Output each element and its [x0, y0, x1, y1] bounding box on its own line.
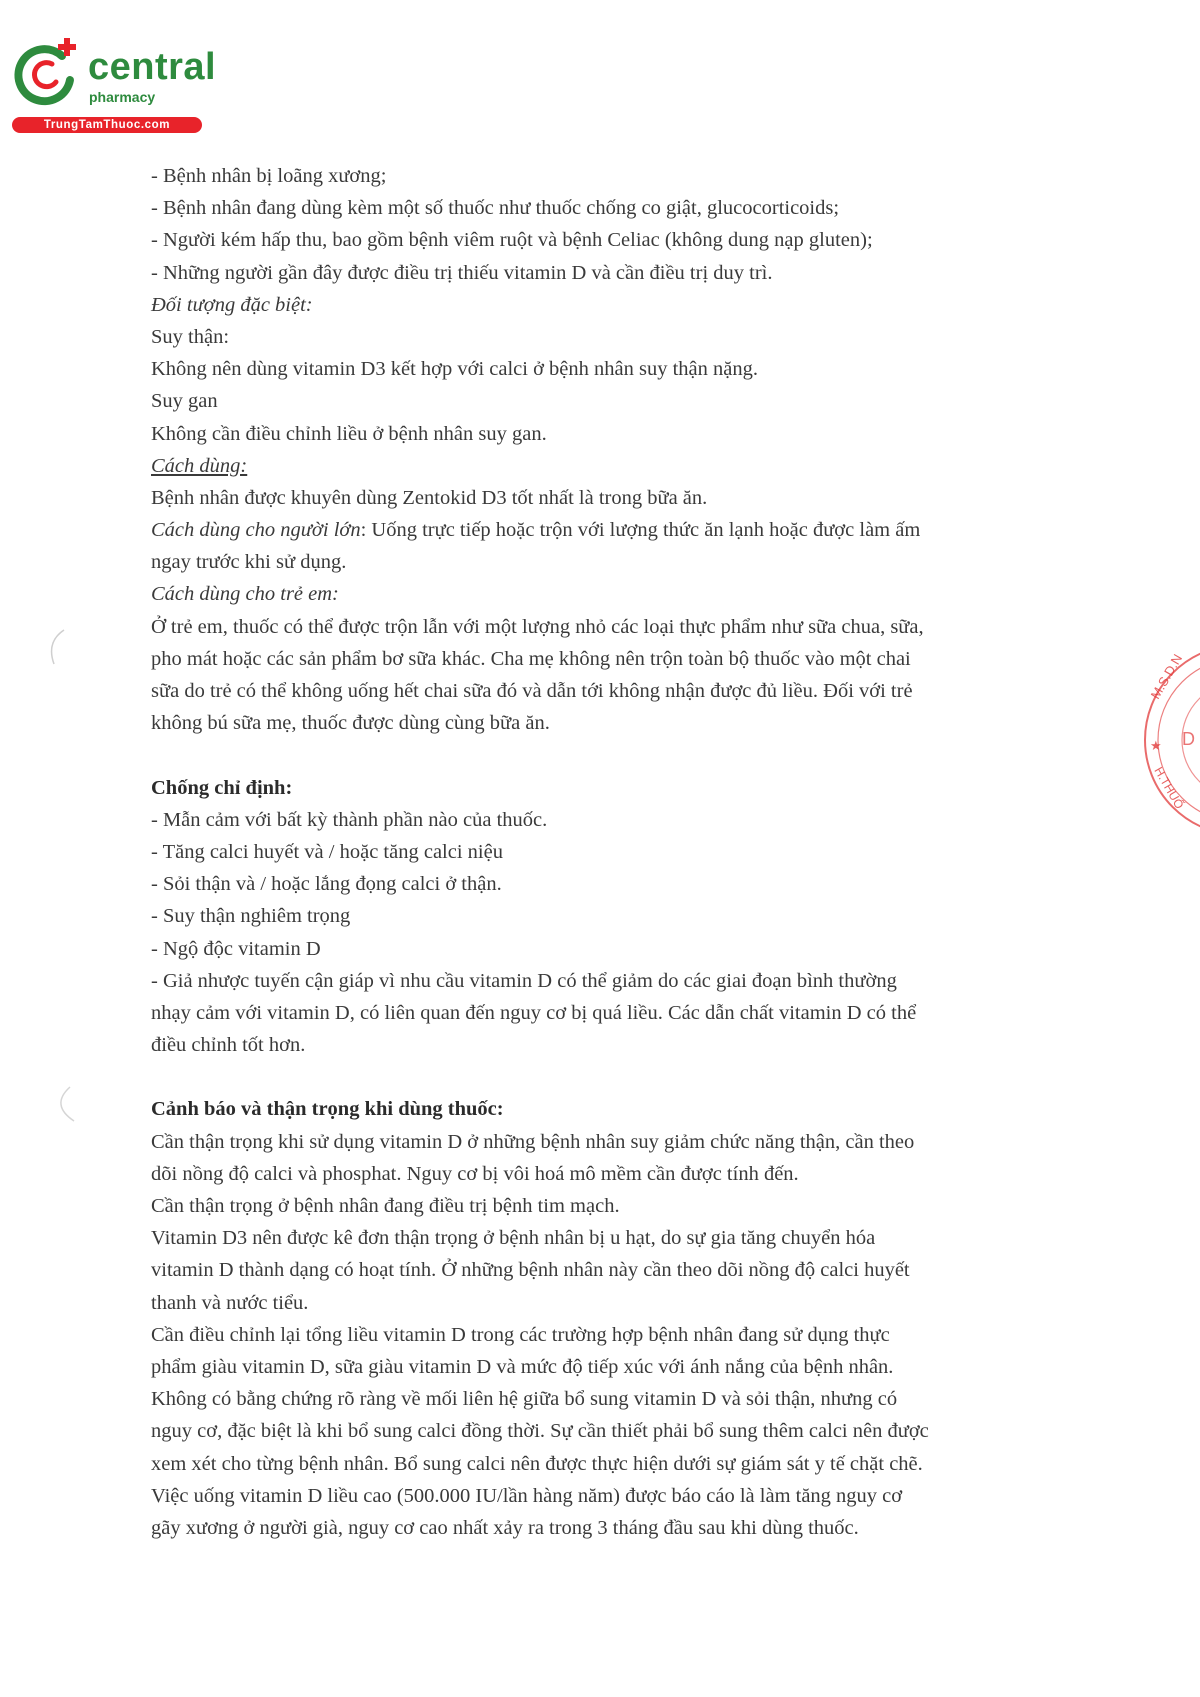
text-line: điều chỉnh tốt hơn.: [151, 1034, 306, 1057]
text-line: Không nên dùng vitamin D3 kết hợp với calci ở bệnh nhân suy thận nặng.: [151, 358, 758, 381]
text-line: Việc uống vitamin D liều cao (500.000 IU/lần hàng năm) được báo cáo là làm tăng nguy cơ: [151, 1484, 903, 1507]
svg-text:M.S.D.N: M.S.D.N: [1147, 651, 1186, 702]
text-line: Suy thận:: [151, 325, 230, 348]
logo-mark-icon: [10, 36, 88, 114]
text-line: ngay trước khi sử dụng.: [151, 551, 347, 574]
text-line: xem xét cho từng bệnh nhân. Bổ sung calci nên được thực hiện dưới sự giám sát y tế chặt chẽ.: [151, 1452, 923, 1475]
text-line: thanh và nước tiểu.: [151, 1291, 309, 1314]
svg-text:D: D: [1182, 729, 1195, 749]
text-line: dõi nồng độ calci và phosphat. Nguy cơ bị vôi hoá mô mềm cần được tính đến.: [151, 1162, 799, 1185]
text-line: Cần điều chỉnh lại tổng liều vitamin D trong các trường hợp bệnh nhân đang sử dụng thực: [151, 1323, 890, 1346]
text-line: Không có bằng chứng rõ ràng về mối liên hệ giữa bổ sung vitamin D và sỏi thận, nhưng có: [151, 1388, 898, 1411]
text-line: pho mát hoặc các sản phẩm bơ sữa khác. Cha mẹ không nên trộn toàn bộ thuốc vào một chai: [151, 647, 911, 670]
text-line: nguy cơ, đặc biệt là khi bổ sung calci đồng thời. Sự cần thiết phải bổ sung thêm calci nên được: [151, 1420, 929, 1443]
text-line: Cần thận trọng ở bệnh nhân đang điều trị bệnh tim mạch.: [151, 1195, 620, 1217]
logo-subtitle: pharmacy: [89, 89, 156, 105]
text-line: - Mẫn cảm với bất kỳ thành phần nào của thuốc.: [151, 808, 548, 831]
text-line: - Giả nhược tuyến cận giáp vì nhu cầu vitamin D có thể giảm do các giai đoạn bình thường: [151, 969, 897, 992]
text-line: - Sỏi thận và / hoặc lắng đọng calci ở thận.: [151, 873, 502, 896]
text-line: [151, 514, 1061, 546]
subheading: Đối tượng đặc biệt:: [151, 293, 313, 316]
central-pharmacy-logo: [10, 36, 217, 136]
section-heading: Cảnh báo và thận trọng khi dùng thuốc:: [151, 1098, 504, 1121]
text-line: Suy gan: [151, 390, 218, 413]
logo-url-banner[interactable]: TrungTamThuoc.com: [12, 117, 202, 133]
text-line: Không cần điều chỉnh liều ở bệnh nhân suy gan.: [151, 422, 547, 445]
logo-brand-text: central: [88, 46, 217, 88]
scan-mark-icon: [48, 1085, 78, 1125]
svg-text:★: ★: [1150, 738, 1162, 753]
text-line: - Những người gần đây được điều trị thiếu vitamin D và cần điều trị duy trì.: [151, 261, 773, 284]
subheading: Cách dùng:: [151, 454, 248, 477]
line-text: : Uống trực tiếp hoặc trộn với lượng thức ăn lạnh hoặc được làm ấm: [360, 519, 921, 542]
text-line: không bú sữa mẹ, thuốc được dùng cùng bữa ăn.: [151, 712, 550, 735]
text-line: - Người kém hấp thu, bao gồm bệnh viêm ruột và bệnh Celiac (không dung nạp gluten);: [151, 229, 873, 252]
text-line: - Ngộ độc vitamin D: [151, 937, 321, 960]
text-line: - Tăng calci huyết và / hoặc tăng calci niệu: [151, 840, 503, 863]
text-line: Cần thận trọng khi sử dụng vitamin D ở những bệnh nhân suy giảm chức năng thận, cần theo: [151, 1130, 915, 1153]
text-line: nhạy cảm với vitamin D, có liên quan đến nguy cơ bị quá liều. Các dẫn chất vitamin D có thể: [151, 1001, 917, 1024]
text-line: vitamin D thành dạng có hoạt tính. Ở những bệnh nhân này cần theo dõi nồng độ calci huyết: [151, 1259, 910, 1282]
text-line: Vitamin D3 nên được kê đơn thận trọng ở bệnh nhân bị u hạt, do sự gia tăng chuyển hóa: [151, 1227, 876, 1250]
text-line: sữa do trẻ có thể không uống hết chai sữa đó và dẫn tới không nhận được đủ liều. Đối với trẻ: [151, 680, 913, 702]
stamp-seal: [1130, 640, 1200, 840]
text-line: Bệnh nhân được khuyên dùng Zentokid D3 tốt nhất là trong bữa ăn.: [151, 486, 708, 509]
text-line: phẩm giàu vitamin D, sữa giàu vitamin D và mức độ tiếp xúc với ánh nắng của bệnh nhân.: [151, 1355, 894, 1378]
document-body: [151, 160, 1061, 1544]
italic-label: Cách dùng cho người lớn: [151, 519, 361, 542]
text-line: - Suy thận nghiêm trọng: [151, 905, 351, 928]
blank-line: [151, 739, 1061, 771]
svg-text:H.THUỐ: H.THUỐ: [1151, 764, 1187, 812]
section-heading: Chống chỉ định:: [151, 776, 293, 799]
text-line: - Bệnh nhân đang dùng kèm một số thuốc như thuốc chống co giật, glucocorticoids;: [151, 197, 840, 220]
blank-line: [151, 1061, 1061, 1093]
text-line: gãy xương ở người già, nguy cơ cao nhất xảy ra trong 3 tháng đầu sau khi dùng thuốc.: [151, 1516, 859, 1539]
text-line: - Bệnh nhân bị loãng xương;: [151, 165, 387, 187]
text-line: Ở trẻ em, thuốc có thể được trộn lẫn với một lượng nhỏ các loại thực phẩm như sữa chua, sữa,: [151, 615, 924, 638]
subheading: Cách dùng cho trẻ em:: [151, 583, 339, 606]
scan-mark-icon: [44, 628, 66, 668]
